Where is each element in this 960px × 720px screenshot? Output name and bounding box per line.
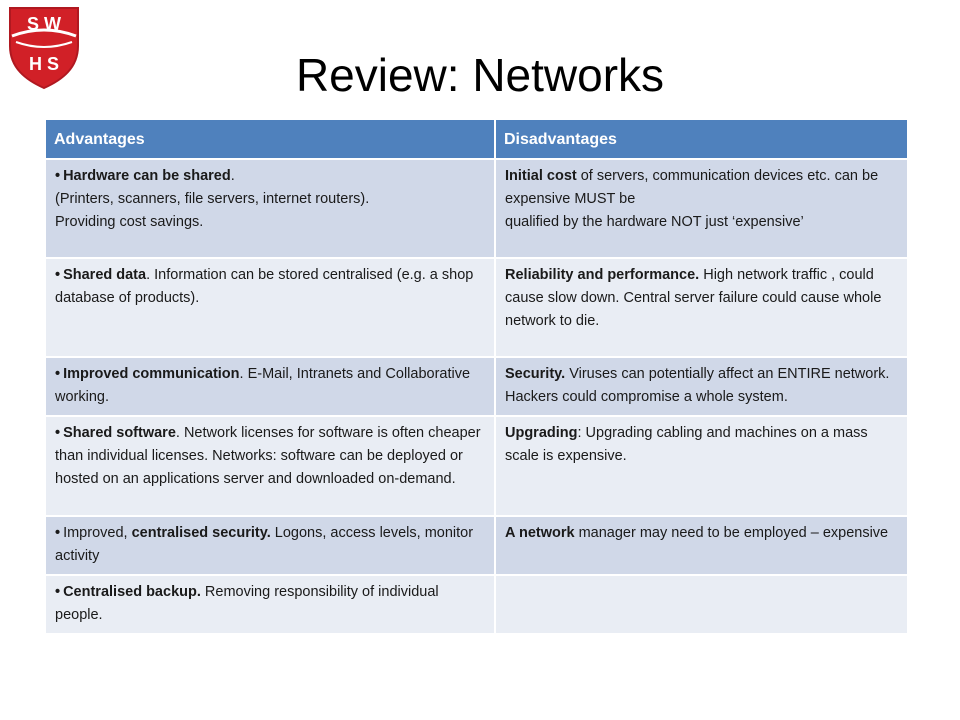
advantage-heading: centralised security. [131,525,271,541]
advantage-text: . E-Mail, Intranets and Collaborative working. [55,366,471,405]
slide-title: Review: Networks [295,49,665,101]
bullet: • [55,584,61,600]
logo-top-text: S W [27,14,61,34]
advantage-text: Logons, access levels, monitor activity [55,525,474,564]
advantage-cell [45,357,495,416]
table-row [45,258,908,357]
advantage-heading: Hardware can be shared [63,168,231,184]
disadvantage-text: : Upgrading cabling and machines on a mass scale is expensive. [505,425,868,464]
disadvantage-heading: Initial cost [505,168,577,184]
disadvantage-text: High network traffic , could cause slow down. Central server failure could cause whole network to die. [505,267,882,329]
disadvantage-heading: Upgrading [505,425,578,441]
bullet: • [55,366,61,382]
disadvantage-cell [495,258,908,357]
disadvantage-cell [495,159,908,258]
advantage-cell [45,516,495,575]
header-disadvantages: Disadvantages [495,119,908,159]
table-row [45,416,908,516]
advantage-cell [45,258,495,357]
advantage-text: . Network licenses for software is often cheaper than individual licenses. Networks: software can be deployed or hosted on an applications server and downloaded on-demand. [55,425,481,487]
disadvantage-cell [495,357,908,416]
advantage-heading: Shared data [63,267,147,283]
bullet: • [55,525,61,541]
table-header-row [45,119,908,159]
disadvantage-cell [495,516,908,575]
advantage-cell [45,575,495,634]
table-row [45,516,908,575]
advantage-text: Removing responsibility of individual people. [55,584,439,623]
disadvantage-cell [495,416,908,516]
advantage-text: . (Printers, scanners, file servers, internet routers). Providing cost savings. [55,168,370,230]
disadvantage-heading: A network [505,525,575,541]
table-row [45,575,908,634]
advantage-text: . Information can be stored centralised (e.g. a shop database of products). [55,267,474,306]
advantage-heading: Improved communication [63,366,240,382]
disadvantage-text: Viruses can potentially affect an ENTIRE network. Hackers could compromise a whole system. [505,366,890,405]
logo-bottom-text: H S [28,54,60,74]
table-row [45,357,908,416]
advantage-cell [45,159,495,258]
disadvantage-text: manager may need to be employed – expensive [574,525,889,541]
advantage-heading: Shared software [63,425,176,441]
bullet: • [55,168,61,184]
disadvantage-heading: Security. [505,366,566,382]
bullet: • [55,267,61,283]
header-advantages: Advantages [45,119,495,159]
table-row [45,159,908,258]
advantage-heading: Centralised backup. [63,584,201,600]
bullet: • [55,425,61,441]
disadvantage-cell [495,575,908,634]
advantage-cell [45,416,495,516]
advantage-prefix: Improved, [63,525,132,541]
disadvantage-text: of servers, communication devices etc. can be expensive MUST be qualified by the hardware NOT just ‘expensive’ [505,168,879,230]
disadvantage-heading: Reliability and performance. [505,267,700,283]
review-table [44,118,909,635]
